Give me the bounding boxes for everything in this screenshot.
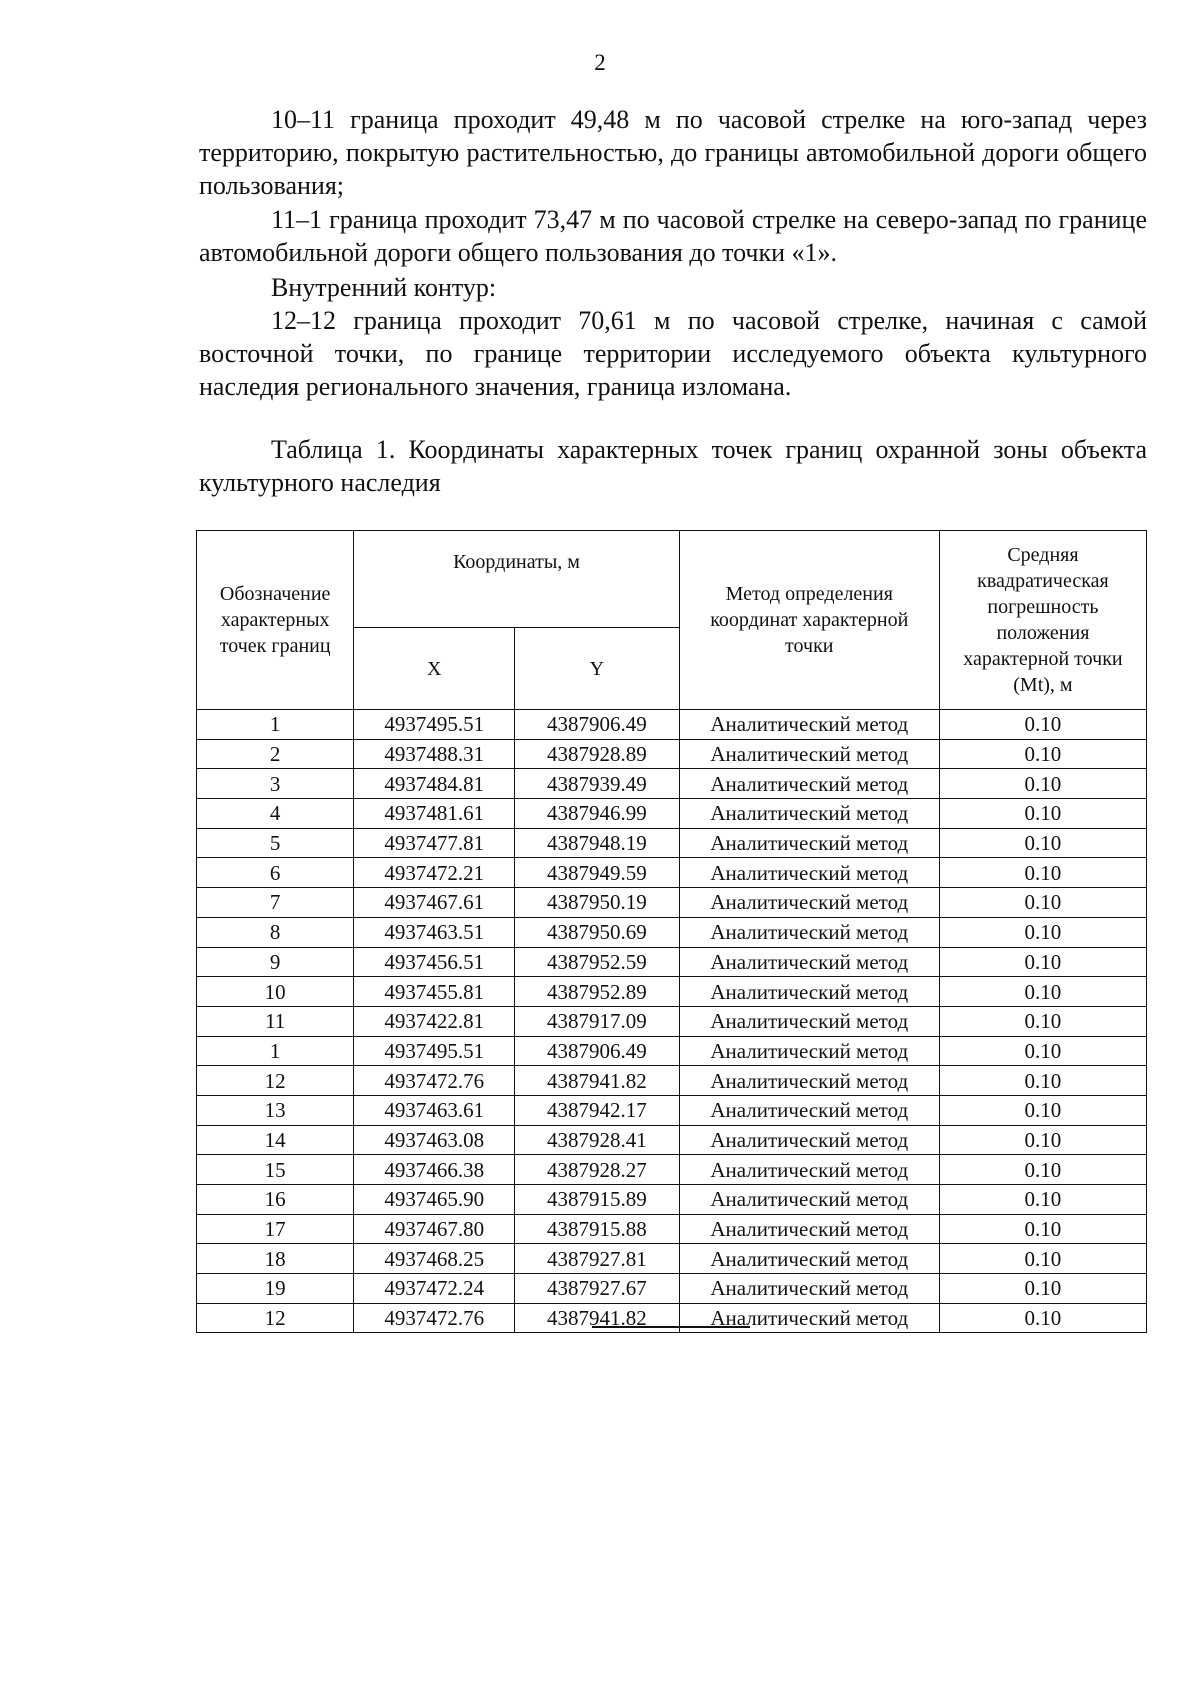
end-rule (592, 1326, 750, 1328)
table-row (197, 769, 1147, 799)
cell-x: 4937495.51 (354, 1036, 515, 1066)
cell-point: 18 (197, 1244, 354, 1274)
cell-y: 4387939.49 (515, 769, 680, 799)
cell-mt: 0.10 (939, 1066, 1146, 1096)
cell-point: 17 (197, 1214, 354, 1244)
cell-mt: 0.10 (939, 1125, 1146, 1155)
cell-mt: 0.10 (939, 1274, 1146, 1304)
cell-mt: 0.10 (939, 769, 1146, 799)
cell-point: 11 (197, 1006, 354, 1036)
cell-point: 16 (197, 1185, 354, 1215)
cell-point: 6 (197, 858, 354, 888)
cell-method: Аналитический метод (679, 828, 939, 858)
cell-y: 4387928.89 (515, 739, 680, 769)
table-row (197, 1303, 1147, 1333)
cell-x: 4937468.25 (354, 1244, 515, 1274)
cell-y: 4387928.27 (515, 1155, 680, 1185)
table-row (197, 1125, 1147, 1155)
table-row (197, 917, 1147, 947)
cell-method: Аналитический метод (679, 1066, 939, 1096)
cell-method: Аналитический метод (679, 1244, 939, 1274)
cell-x: 4937422.81 (354, 1006, 515, 1036)
cell-method: Аналитический метод (679, 710, 939, 740)
cell-y: 4387906.49 (515, 1036, 680, 1066)
cell-x: 4937472.24 (354, 1274, 515, 1304)
cell-x: 4937472.76 (354, 1303, 515, 1333)
cell-method: Аналитический метод (679, 1303, 939, 1333)
cell-point: 10 (197, 977, 354, 1007)
cell-point: 4 (197, 799, 354, 829)
cell-mt: 0.10 (939, 1095, 1146, 1125)
cell-y: 4387927.81 (515, 1244, 680, 1274)
cell-point: 8 (197, 917, 354, 947)
cell-mt: 0.10 (939, 1214, 1146, 1244)
cell-y: 4387928.41 (515, 1125, 680, 1155)
cell-mt: 0.10 (939, 947, 1146, 977)
cell-x: 4937472.21 (354, 858, 515, 888)
cell-point: 12 (197, 1066, 354, 1096)
table-row (197, 888, 1147, 918)
table-row (197, 710, 1147, 740)
table-row (197, 1244, 1147, 1274)
cell-x: 4937495.51 (354, 710, 515, 740)
cell-x: 4937477.81 (354, 828, 515, 858)
cell-method: Аналитический метод (679, 977, 939, 1007)
cell-y: 4387952.89 (515, 977, 680, 1007)
cell-y: 4387952.59 (515, 947, 680, 977)
cell-y: 4387915.88 (515, 1214, 680, 1244)
cell-x: 4937467.80 (354, 1214, 515, 1244)
cell-x: 4937463.51 (354, 917, 515, 947)
cell-x: 4937488.31 (354, 739, 515, 769)
cell-mt: 0.10 (939, 1244, 1146, 1274)
table-row (197, 799, 1147, 829)
table-row (197, 828, 1147, 858)
cell-y: 4387950.69 (515, 917, 680, 947)
coordinates-table (196, 530, 1147, 1333)
cell-point: 1 (197, 710, 354, 740)
cell-x: 4937481.61 (354, 799, 515, 829)
cell-method: Аналитический метод (679, 739, 939, 769)
cell-point: 9 (197, 947, 354, 977)
cell-y: 4387906.49 (515, 710, 680, 740)
cell-x: 4937463.08 (354, 1125, 515, 1155)
table-row (197, 858, 1147, 888)
table-body (197, 710, 1147, 1333)
table-caption: Таблица 1. Координаты характерных точек границ охранной зоны объекта культурного наследия (199, 435, 1147, 497)
cell-point: 1 (197, 1036, 354, 1066)
cell-x: 4937466.38 (354, 1155, 515, 1185)
cell-method: Аналитический метод (679, 1006, 939, 1036)
cell-method: Аналитический метод (679, 1125, 939, 1155)
cell-x: 4937484.81 (354, 769, 515, 799)
cell-y: 4387946.99 (515, 799, 680, 829)
cell-mt: 0.10 (939, 828, 1146, 858)
table-row (197, 947, 1147, 977)
table-row (197, 1214, 1147, 1244)
cell-method: Аналитический метод (679, 1095, 939, 1125)
table-row (197, 1036, 1147, 1066)
paragraph-segment-10-11: 10–11 граница проходит 49,48 м по часовой стрелке на юго-запад через территорию, покрытую растительностью, до границы автомобильной дороги общего пользования; (199, 105, 1147, 200)
cell-method: Аналитический метод (679, 888, 939, 918)
cell-mt: 0.10 (939, 858, 1146, 888)
table-row (197, 1274, 1147, 1304)
cell-y: 4387941.82 (515, 1066, 680, 1096)
page-number: 2 (594, 50, 606, 75)
cell-mt: 0.10 (939, 799, 1146, 829)
cell-mt: 0.10 (939, 917, 1146, 947)
cell-x: 4937455.81 (354, 977, 515, 1007)
cell-mt: 0.10 (939, 1185, 1146, 1215)
table-row (197, 977, 1147, 1007)
cell-point: 5 (197, 828, 354, 858)
header-y: Y (515, 628, 680, 710)
cell-point: 19 (197, 1274, 354, 1304)
table-row (197, 739, 1147, 769)
table-row (197, 1095, 1147, 1125)
cell-point: 2 (197, 739, 354, 769)
cell-method: Аналитический метод (679, 1185, 939, 1215)
cell-method: Аналитический метод (679, 769, 939, 799)
cell-y: 4387942.17 (515, 1095, 680, 1125)
cell-x: 4937463.61 (354, 1095, 515, 1125)
cell-x: 4937456.51 (354, 947, 515, 977)
paragraph-segment-12-12: 12–12 граница проходит 70,61 м по часовой стрелке, начиная с самой восточной точки, по границе территории исследуемого объекта культурного наследия регионального значения, граница изломана. (199, 306, 1147, 401)
paragraph-inner-contour: Внутренний контур: (271, 273, 497, 302)
cell-mt: 0.10 (939, 1036, 1146, 1066)
cell-x: 4937472.76 (354, 1066, 515, 1096)
cell-method: Аналитический метод (679, 799, 939, 829)
cell-y: 4387950.19 (515, 888, 680, 918)
table-row (197, 1006, 1147, 1036)
cell-method: Аналитический метод (679, 1036, 939, 1066)
header-method: Метод определения координат характерной точки (679, 531, 939, 710)
cell-method: Аналитический метод (679, 947, 939, 977)
cell-y: 4387927.67 (515, 1274, 680, 1304)
cell-method: Аналитический метод (679, 917, 939, 947)
cell-x: 4937465.90 (354, 1185, 515, 1215)
header-mt: Средняя квадратическая погрешность положения характерной точки (Mt), м (939, 531, 1146, 710)
cell-point: 13 (197, 1095, 354, 1125)
cell-point: 3 (197, 769, 354, 799)
cell-point: 15 (197, 1155, 354, 1185)
table-row (197, 1155, 1147, 1185)
table-row (197, 1066, 1147, 1096)
cell-method: Аналитический метод (679, 1155, 939, 1185)
cell-method: Аналитический метод (679, 1214, 939, 1244)
cell-y: 4387948.19 (515, 828, 680, 858)
cell-mt: 0.10 (939, 977, 1146, 1007)
cell-y: 4387949.59 (515, 858, 680, 888)
cell-mt: 0.10 (939, 1006, 1146, 1036)
cell-mt: 0.10 (939, 739, 1146, 769)
header-x: X (354, 628, 515, 710)
cell-mt: 0.10 (939, 710, 1146, 740)
cell-mt: 0.10 (939, 1303, 1146, 1333)
cell-x: 4937467.61 (354, 888, 515, 918)
cell-point: 12 (197, 1303, 354, 1333)
header-point: Обозначение характерных точек границ (197, 531, 354, 710)
cell-y: 4387941.82 (515, 1303, 680, 1333)
cell-y: 4387917.09 (515, 1006, 680, 1036)
paragraph-segment-11-1: 11–1 граница проходит 73,47 м по часовой стрелке на северо-запад по границе автомобильной дороги общего пользования до точки «1». (199, 205, 1147, 267)
cell-point: 7 (197, 888, 354, 918)
cell-point: 14 (197, 1125, 354, 1155)
cell-mt: 0.10 (939, 888, 1146, 918)
header-coordinates: Координаты, м (354, 531, 679, 628)
cell-mt: 0.10 (939, 1155, 1146, 1185)
cell-method: Аналитический метод (679, 858, 939, 888)
cell-method: Аналитический метод (679, 1274, 939, 1304)
table-row (197, 1185, 1147, 1215)
cell-y: 4387915.89 (515, 1185, 680, 1215)
